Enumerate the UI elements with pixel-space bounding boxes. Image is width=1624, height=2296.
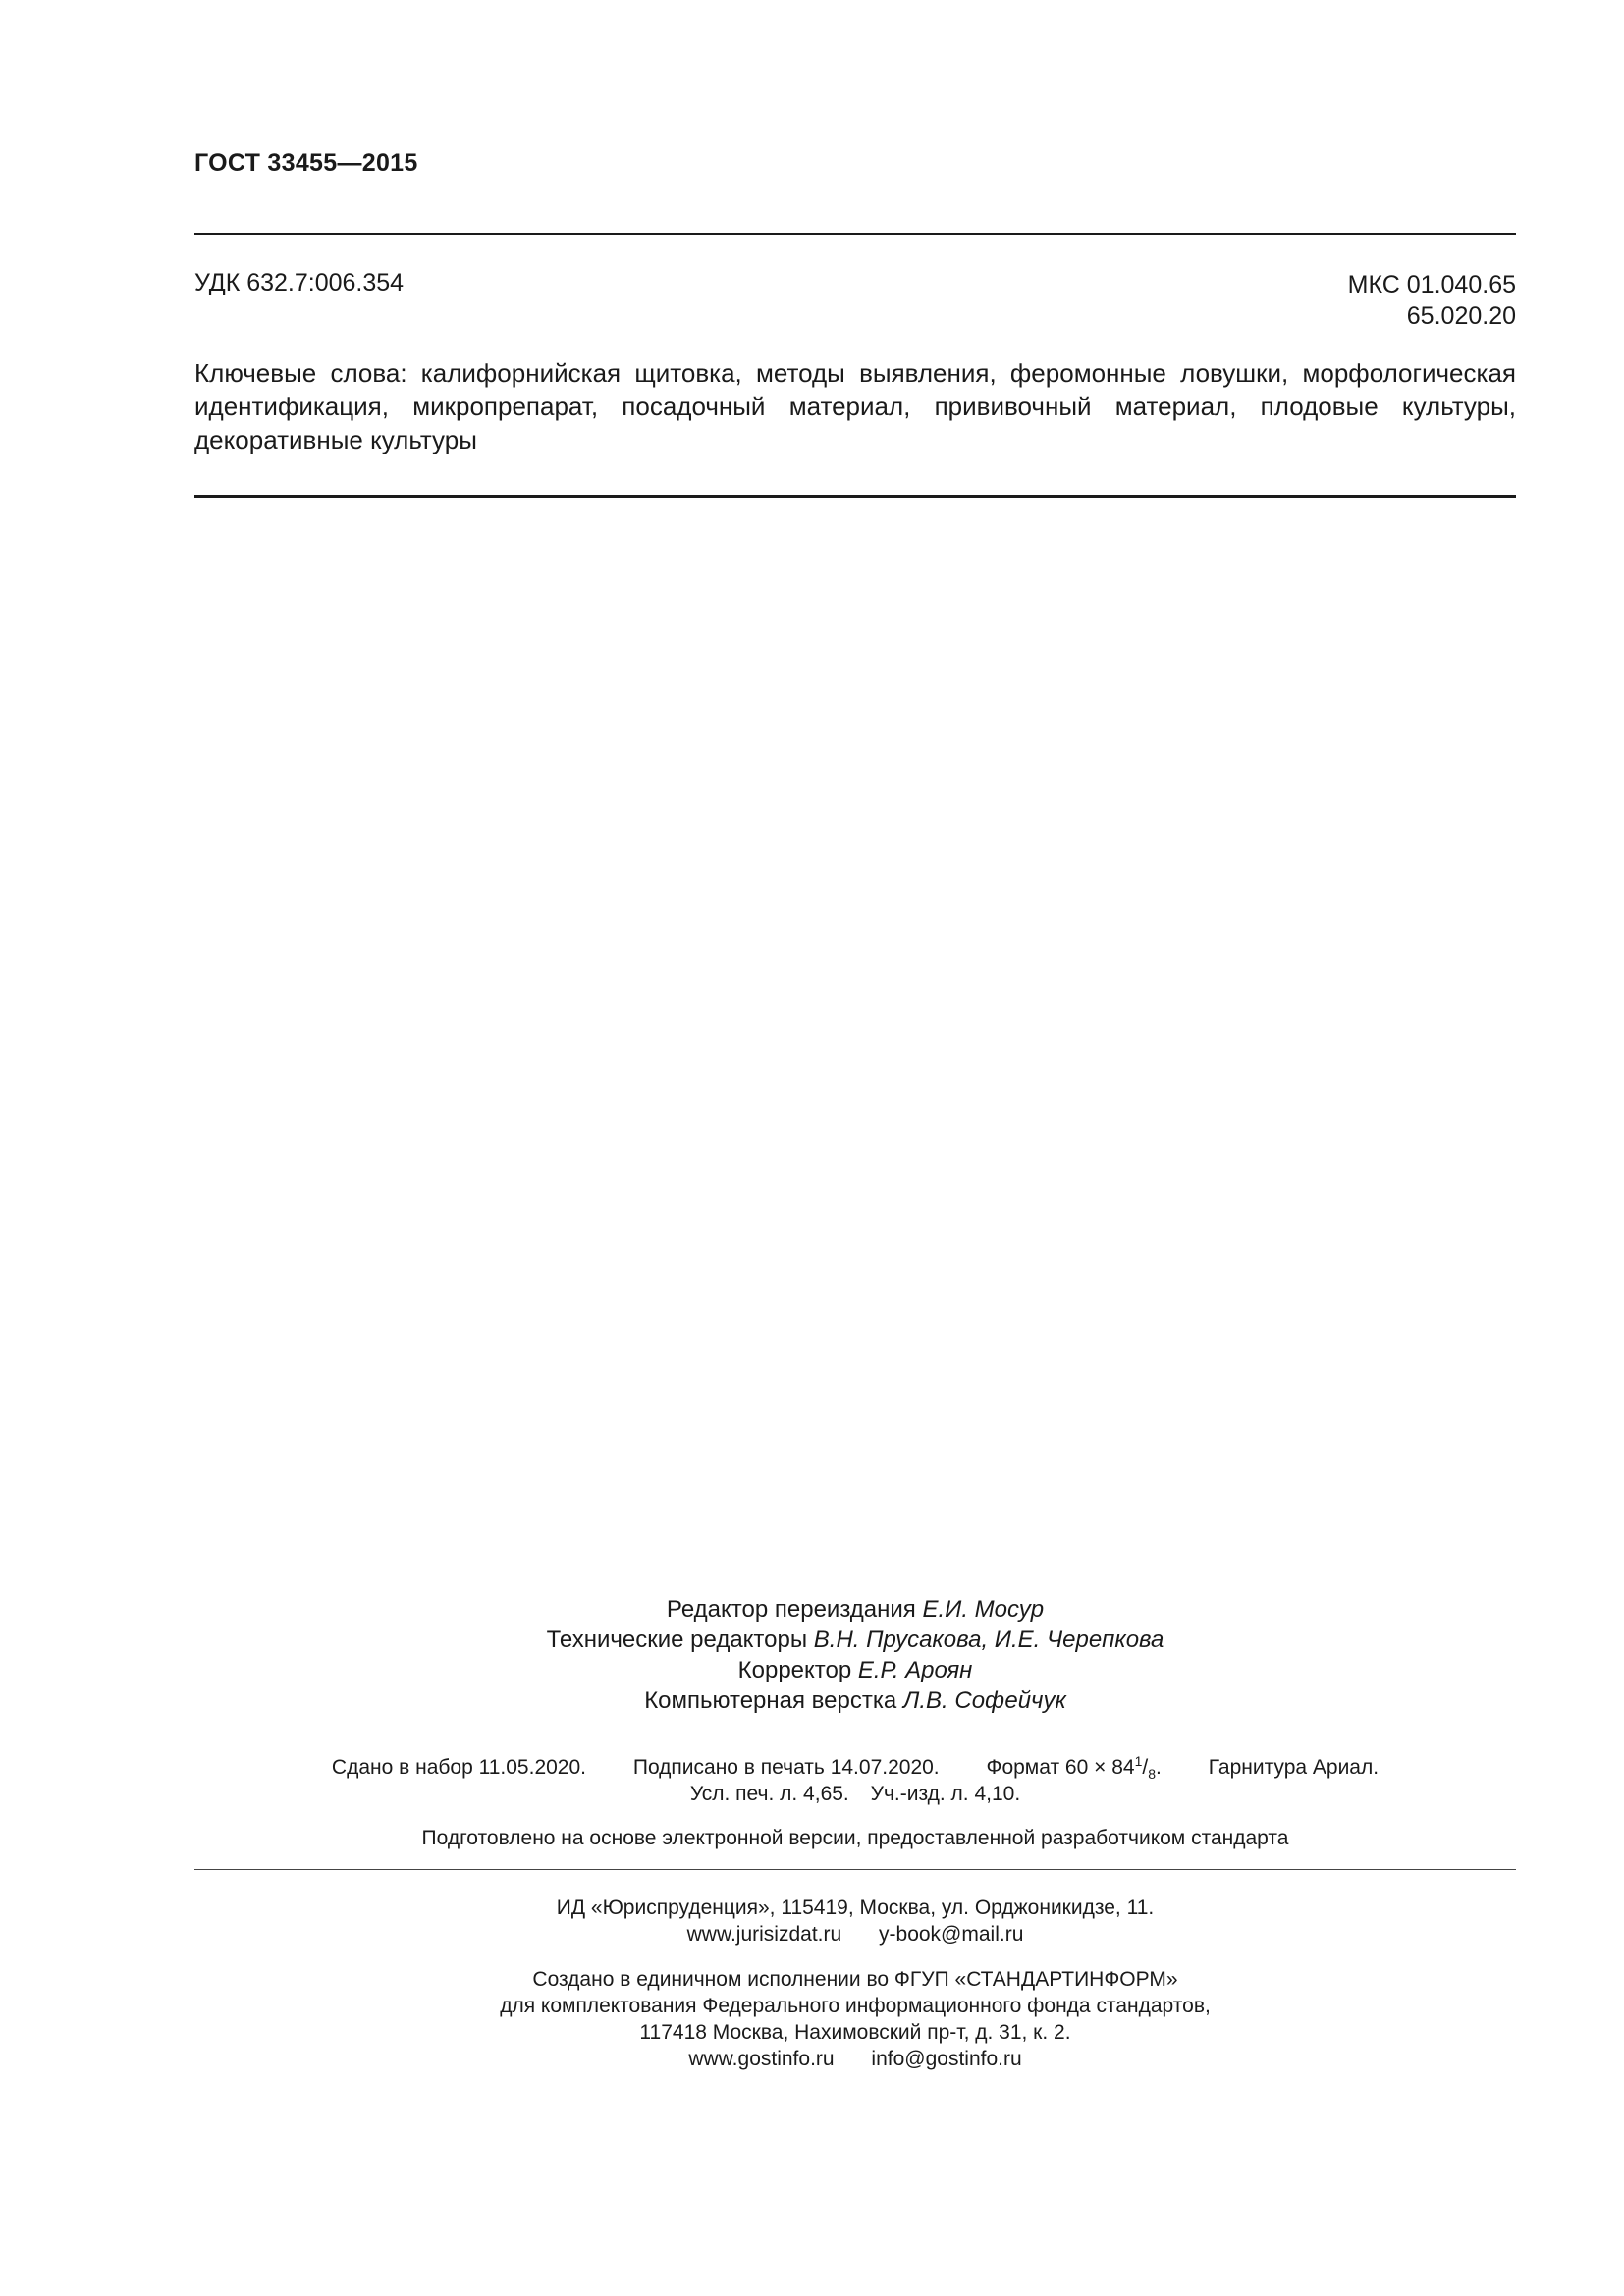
format-slash: / bbox=[1142, 1756, 1149, 1779]
format-prefix: Формат 60 × 84 bbox=[986, 1756, 1135, 1779]
publisher-address: ИД «Юриспруденция», 115419, Москва, ул. Орджоникидзе, 11. bbox=[556, 1896, 1155, 1919]
submitted-date: Сдано в набор 11.05.2020. bbox=[331, 1756, 586, 1779]
staff-role: Технические редакторы bbox=[546, 1627, 808, 1653]
staff-role: Компьютерная верстка bbox=[644, 1687, 897, 1714]
usl-pech: Усл. печ. л. 4,65. bbox=[689, 1783, 849, 1805]
created-contacts bbox=[194, 2046, 1516, 2072]
staff-role: Корректор bbox=[737, 1657, 852, 1683]
basis-note: Подготовлено на основе электронной версии, предоставленной разработчиком стандарта bbox=[421, 1827, 1289, 1849]
format-suffix: . bbox=[1156, 1756, 1162, 1779]
created-line-1: Создано в единичном исполнении во ФГУП «СТАНДАРТИНФОРМ» bbox=[532, 1968, 1178, 1991]
staff-name: Л.В. Софейчук bbox=[902, 1687, 1066, 1714]
standard-code: ГОСТ 33455—2015 bbox=[194, 149, 418, 177]
staff-credits bbox=[194, 1594, 1516, 1716]
mks-line-1: МКС 01.040.65 bbox=[1347, 271, 1516, 298]
staff-name: В.Н. Прусакова, И.Е. Черепкова bbox=[813, 1627, 1164, 1653]
print-info-line-1 bbox=[194, 1753, 1516, 1782]
creation-info bbox=[194, 1966, 1516, 2072]
top-divider bbox=[194, 233, 1516, 235]
uch-izd: Уч.-изд. л. 4,10. bbox=[870, 1783, 1021, 1805]
staff-tech-editors bbox=[194, 1625, 1516, 1655]
signed-date: Подписано в печать 14.07.2020. bbox=[632, 1756, 940, 1779]
created-line-3: 117418 Москва, Нахимовский пр-т, д. 31, к. 2. bbox=[639, 2021, 1071, 2044]
typeface: Гарнитура Ариал. bbox=[1208, 1756, 1380, 1779]
publisher-email: y-book@mail.ru bbox=[879, 1923, 1024, 1946]
keywords-divider bbox=[194, 495, 1516, 498]
staff-corrector bbox=[194, 1655, 1516, 1685]
publisher-info bbox=[194, 1895, 1516, 1948]
staff-name: Е.И. Мосур bbox=[922, 1596, 1045, 1623]
mks-codes bbox=[1348, 269, 1516, 332]
created-line-2: для комплектования Федерального информационного фонда стандартов, bbox=[500, 1995, 1211, 2017]
udk-code: УДК 632.7:006.354 bbox=[194, 269, 405, 296]
format-numerator: 1 bbox=[1134, 1753, 1143, 1769]
keywords: Ключевые слова: калифорнийская щитовка, методы выявления, феромонные ловушки, морфологическая идентификация, микропрепарат, посадочный материал, прививочный материал, плодовые культуры, декоративные культуры bbox=[194, 358, 1516, 454]
publisher-divider bbox=[194, 1869, 1516, 1870]
created-email: info@gostinfo.ru bbox=[871, 2048, 1022, 2070]
print-info-line-2 bbox=[194, 1783, 1516, 1806]
staff-editor bbox=[194, 1594, 1516, 1625]
staff-layout bbox=[194, 1685, 1516, 1716]
publisher-contacts bbox=[194, 1921, 1516, 1948]
staff-name: Е.Р. Ароян bbox=[857, 1657, 973, 1683]
created-website: www.gostinfo.ru bbox=[688, 2048, 835, 2070]
paper-format bbox=[986, 1753, 1161, 1782]
staff-role: Редактор переиздания bbox=[666, 1596, 916, 1623]
format-denominator: 8 bbox=[1148, 1766, 1157, 1783]
publisher-website: www.jurisizdat.ru bbox=[686, 1923, 842, 1946]
mks-line-2: 65.020.20 bbox=[1406, 302, 1516, 330]
